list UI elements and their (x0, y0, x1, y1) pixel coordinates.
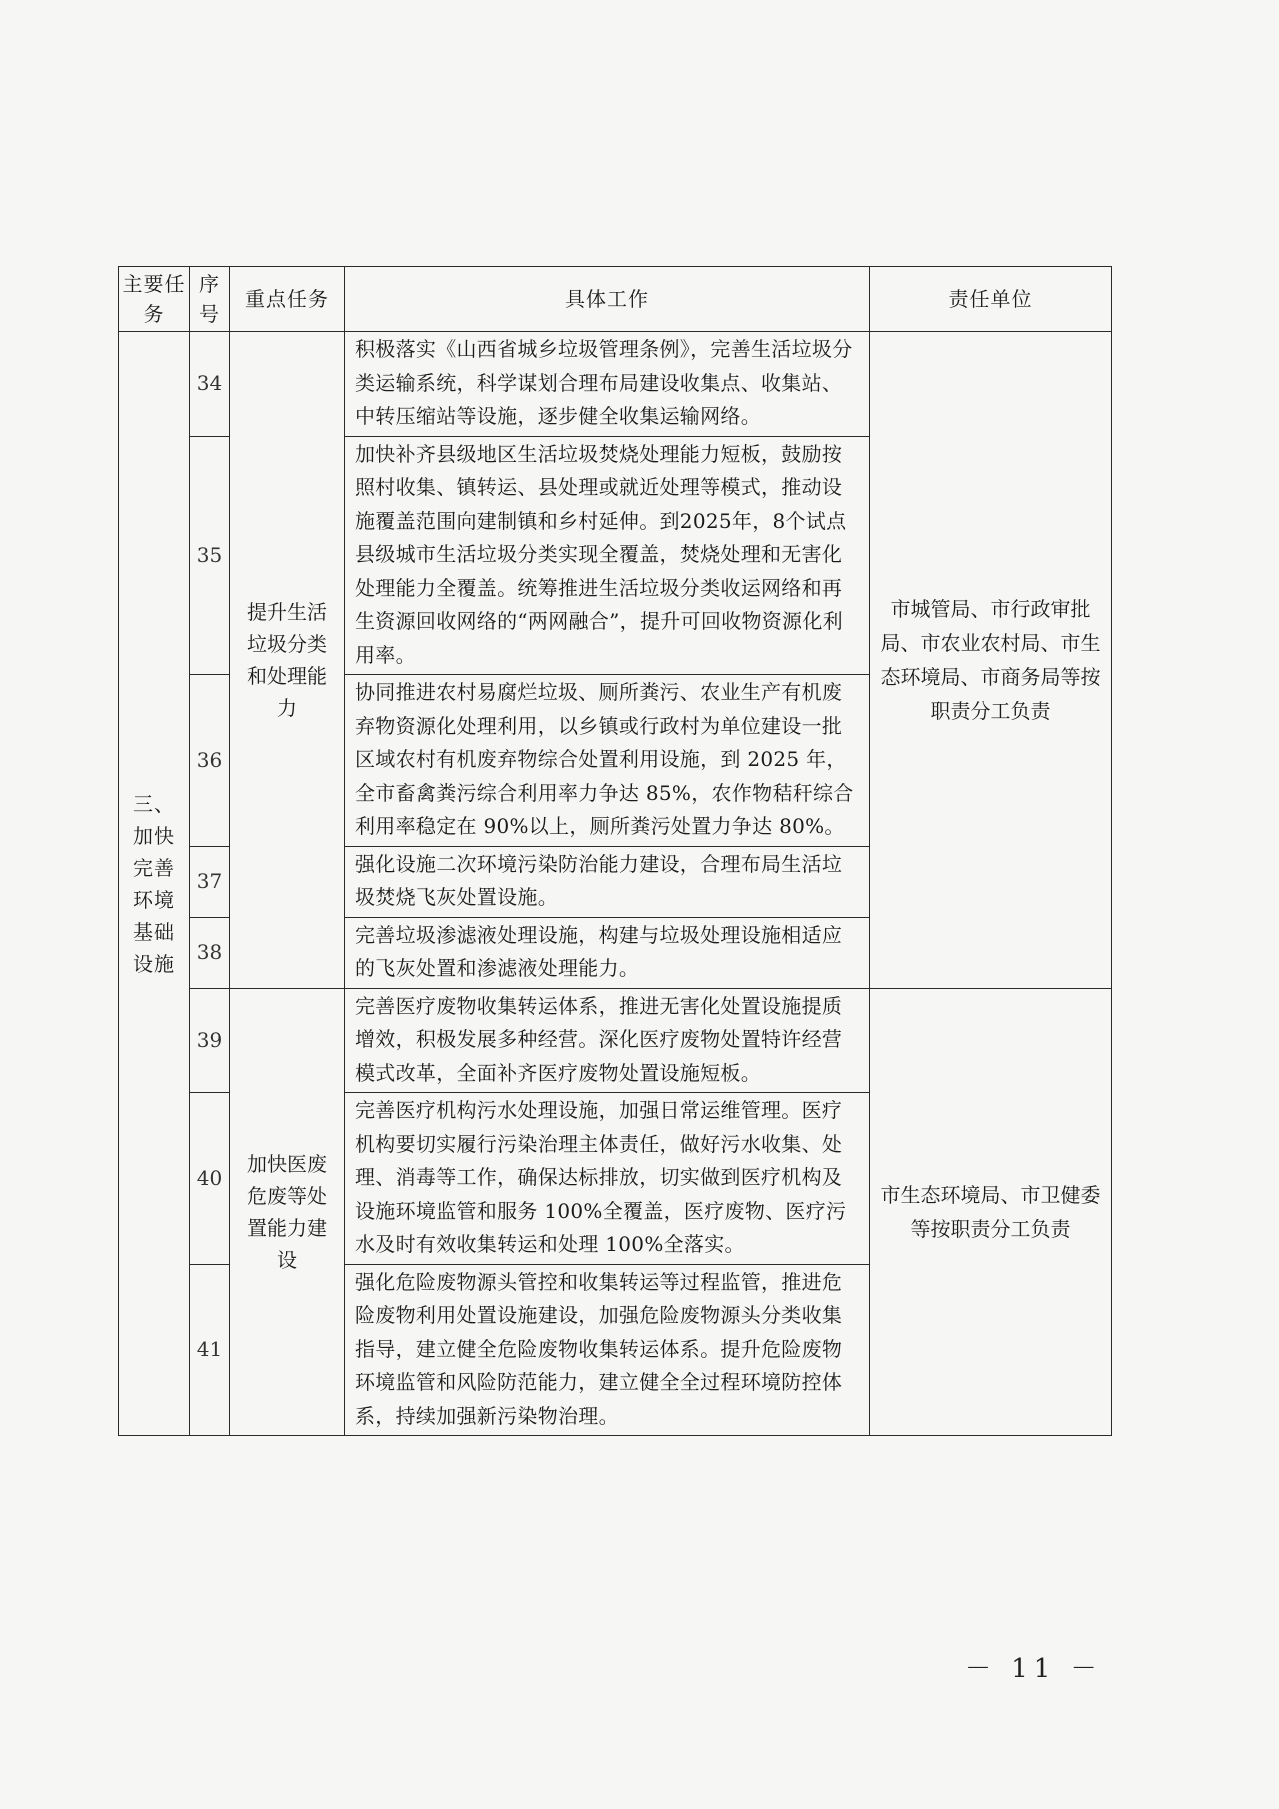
row-number: 38 (190, 917, 230, 988)
row-number: 39 (190, 988, 230, 1093)
work-cell: 加快补齐县级地区生活垃圾焚烧处理能力短板，鼓励按照村收集、镇转运、县处理或就近处理等模式，推动设施覆盖范围向建制镇和乡村延伸。到2025年，8个试点县级城市生活垃圾分类实现全覆盖，焚烧处理和无害化处理能力全覆盖。统筹推进生活垃圾分类收运网络和再生资源回收网络的“两网融合”，提升可回收物资源化利用率。 (345, 436, 870, 675)
page-number: － 11 － (965, 1654, 1103, 1684)
work-cell: 强化危险废物源头管控和收集转运等过程监管，推进危险废物利用处置设施建设，加强危险废物源头分类收集指导，建立健全危险废物收集转运体系。提升危险废物环境监管和风险防范能力，建立健全全过程环境防控体系，持续加强新污染物治理。 (345, 1264, 870, 1436)
header-seq: 序号 (190, 267, 230, 332)
key-task-cell: 提升生活垃圾分类和处理能力 (230, 332, 345, 989)
table-row (119, 988, 1112, 1093)
table-header-row (119, 267, 1112, 332)
row-number: 35 (190, 436, 230, 675)
work-cell: 强化设施二次环境污染防治能力建设，合理布局生活垃圾焚烧飞灰处置设施。 (345, 846, 870, 917)
row-number: 40 (190, 1093, 230, 1265)
table-row (119, 332, 1112, 437)
task-table (118, 266, 1112, 1436)
work-cell: 完善垃圾渗滤液处理设施，构建与垃圾处理设施相适应的飞灰处置和渗滤液处理能力。 (345, 917, 870, 988)
unit-cell: 市生态环境局、市卫健委等按职责分工负责 (870, 988, 1112, 1436)
key-task-cell: 加快医废危废等处置能力建设 (230, 988, 345, 1436)
work-cell: 完善医疗废物收集转运体系，推进无害化处置设施提质增效，积极发展多种经营。深化医疗废物处置特许经营模式改革，全面补齐医疗废物处置设施短板。 (345, 988, 870, 1093)
main-task-cell: 三、加快完善环境基础设施 (119, 332, 190, 1436)
unit-cell: 市城管局、市行政审批局、市农业农村局、市生态环境局、市商务局等按职责分工负责 (870, 332, 1112, 989)
row-number: 36 (190, 675, 230, 847)
work-cell: 积极落实《山西省城乡垃圾管理条例》，完善生活垃圾分类运输系统，科学谋划合理布局建设收集点、收集站、中转压缩站等设施，逐步健全收集运输网络。 (345, 332, 870, 437)
header-unit: 责任单位 (870, 267, 1112, 332)
work-cell: 协同推进农村易腐烂垃圾、厕所粪污、农业生产有机废弃物资源化处理利用，以乡镇或行政村为单位建设一批区域农村有机废弃物综合处置利用设施，到 2025 年，全市畜禽粪污综合利用率力争达 85%，农作物秸秆综合利用率稳定在 90%以上，厕所粪污处置力争达 80%。 (345, 675, 870, 847)
work-cell: 完善医疗机构污水处理设施，加强日常运维管理。医疗机构要切实履行污染治理主体责任，做好污水收集、处理、消毒等工作，确保达标排放，切实做到医疗机构及设施环境监管和服务 100%全覆盖，医疗废物、医疗污水及时有效收集转运和处理 100%全落实。 (345, 1093, 870, 1265)
header-work: 具体工作 (345, 267, 870, 332)
row-number: 41 (190, 1264, 230, 1436)
row-number: 37 (190, 846, 230, 917)
header-key-task: 重点任务 (230, 267, 345, 332)
header-main-task: 主要任务 (119, 267, 190, 332)
row-number: 34 (190, 332, 230, 437)
